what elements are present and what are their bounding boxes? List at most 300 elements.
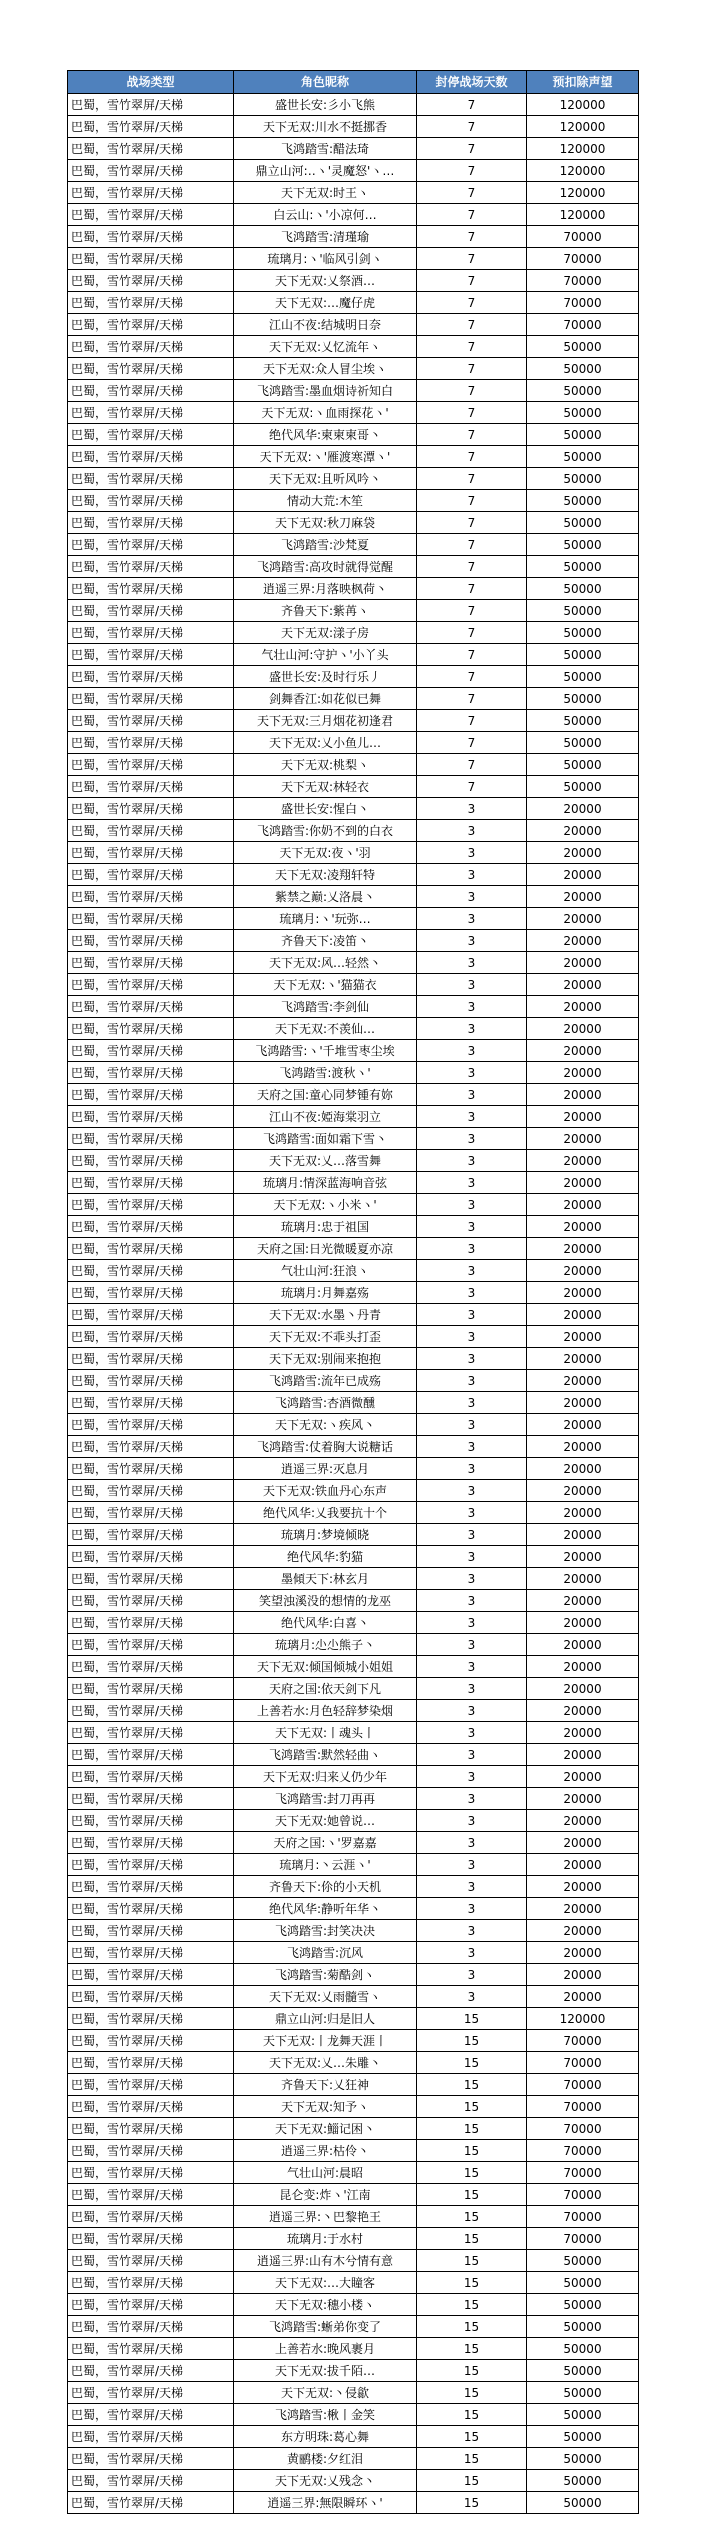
table-row [68, 1612, 639, 1634]
character-name-cell: 天下无双:秋刀麻袋 [234, 512, 417, 534]
reputation-cell: 20000 [527, 1700, 639, 1722]
ban-days-cell: 3 [417, 820, 527, 842]
reputation-cell: 50000 [527, 2404, 639, 2426]
battlefield-type-cell: 巴蜀，雪竹翠屏/天梯 [68, 1194, 234, 1216]
table-row [68, 1018, 639, 1040]
reputation-cell: 50000 [527, 2492, 639, 2514]
table-row [68, 116, 639, 138]
reputation-cell: 20000 [527, 1172, 639, 1194]
battlefield-type-cell: 巴蜀，雪竹翠屏/天梯 [68, 2074, 234, 2096]
table-row [68, 754, 639, 776]
character-name-cell: 逍遥三界:月落映枫荷丶 [234, 578, 417, 600]
battlefield-type-cell: 巴蜀，雪竹翠屏/天梯 [68, 2008, 234, 2030]
battlefield-type-cell: 巴蜀，雪竹翠屏/天梯 [68, 1788, 234, 1810]
reputation-cell: 20000 [527, 1678, 639, 1700]
ban-days-cell: 3 [417, 1392, 527, 1414]
ban-days-cell: 3 [417, 1964, 527, 1986]
character-name-cell: 琉璃月:ヽ'临风引剑ヽ [234, 248, 417, 270]
reputation-cell: 50000 [527, 468, 639, 490]
ban-days-cell: 7 [417, 688, 527, 710]
battlefield-type-cell: 巴蜀，雪竹翠屏/天梯 [68, 490, 234, 512]
ban-days-cell: 3 [417, 864, 527, 886]
reputation-cell: 20000 [527, 1216, 639, 1238]
reputation-cell: 70000 [527, 2118, 639, 2140]
reputation-cell: 20000 [527, 1634, 639, 1656]
battlefield-type-cell: 巴蜀，雪竹翠屏/天梯 [68, 1986, 234, 2008]
character-name-cell: 逍遥三界:灭息月 [234, 1458, 417, 1480]
table-row [68, 2184, 639, 2206]
table-row [68, 578, 639, 600]
battlefield-type-cell: 巴蜀，雪竹翠屏/天梯 [68, 1524, 234, 1546]
battlefield-type-cell: 巴蜀，雪竹翠屏/天梯 [68, 732, 234, 754]
battlefield-type-cell: 巴蜀，雪竹翠屏/天梯 [68, 622, 234, 644]
reputation-cell: 20000 [527, 1260, 639, 1282]
table-row [68, 1832, 639, 1854]
ban-days-cell: 7 [417, 358, 527, 380]
ban-days-cell: 3 [417, 930, 527, 952]
ban-days-cell: 15 [417, 2294, 527, 2316]
battlefield-type-cell: 巴蜀，雪竹翠屏/天梯 [68, 1458, 234, 1480]
ban-days-cell: 15 [417, 2492, 527, 2514]
battlefield-type-cell: 巴蜀，雪竹翠屏/天梯 [68, 1634, 234, 1656]
table-row [68, 930, 639, 952]
character-name-cell: 天下无双:穗小楼ヽ [234, 2294, 417, 2316]
character-name-cell: 昆仑变:炸ヽ'江南 [234, 2184, 417, 2206]
table-row [68, 1700, 639, 1722]
character-name-cell: 天下无双:乂残念丶 [234, 2470, 417, 2492]
character-name-cell: 天下无双:ヽ'雁渡寒潭ヽ' [234, 446, 417, 468]
battlefield-type-cell: 巴蜀，雪竹翠屏/天梯 [68, 2096, 234, 2118]
ban-days-cell: 7 [417, 380, 527, 402]
character-name-cell: 天下无双:凌翔轩特 [234, 864, 417, 886]
table-row [68, 886, 639, 908]
battlefield-type-cell: 巴蜀，雪竹翠屏/天梯 [68, 138, 234, 160]
character-name-cell: 天下无双:众人冒尘埃ヽ [234, 358, 417, 380]
battlefield-type-cell: 巴蜀，雪竹翠屏/天梯 [68, 94, 234, 116]
character-name-cell: 天下无双:倾国倾城小姐姐 [234, 1656, 417, 1678]
character-name-cell: 黄鹂楼:夕红泪 [234, 2448, 417, 2470]
table-row [68, 908, 639, 930]
table-row [68, 446, 639, 468]
table-row [68, 2426, 639, 2448]
reputation-cell: 20000 [527, 1304, 639, 1326]
character-name-cell: 天下无双:乂雨髓雪ヽ [234, 1986, 417, 2008]
reputation-cell: 20000 [527, 798, 639, 820]
reputation-cell: 70000 [527, 2096, 639, 2118]
character-name-cell: 白云山:ヽ'小凉何… [234, 204, 417, 226]
reputation-cell: 20000 [527, 1106, 639, 1128]
character-name-cell: 天下无双:水墨丶丹青 [234, 1304, 417, 1326]
battlefield-type-cell: 巴蜀，雪竹翠屏/天梯 [68, 2030, 234, 2052]
battlefield-type-cell: 巴蜀，雪竹翠屏/天梯 [68, 2184, 234, 2206]
ban-days-cell: 3 [417, 1568, 527, 1590]
ban-days-cell: 3 [417, 1106, 527, 1128]
character-name-cell: 飞鸿踏雪:仗着胸大说糖话 [234, 1436, 417, 1458]
reputation-cell: 50000 [527, 446, 639, 468]
ban-days-cell: 3 [417, 1810, 527, 1832]
ban-days-cell: 7 [417, 336, 527, 358]
table-row [68, 1590, 639, 1612]
reputation-cell: 20000 [527, 1722, 639, 1744]
battlefield-type-cell: 巴蜀，雪竹翠屏/天梯 [68, 292, 234, 314]
ban-days-cell: 3 [417, 1414, 527, 1436]
table-row [68, 1040, 639, 1062]
battlefield-type-cell: 巴蜀，雪竹翠屏/天梯 [68, 446, 234, 468]
character-name-cell: 天下无双:别闹来抱抱 [234, 1348, 417, 1370]
ban-days-cell: 15 [417, 2382, 527, 2404]
reputation-cell: 20000 [527, 820, 639, 842]
ban-days-cell: 3 [417, 886, 527, 908]
character-name-cell: 琉璃月:丶云涯ヽ' [234, 1854, 417, 1876]
reputation-cell: 70000 [527, 2206, 639, 2228]
battlefield-type-cell: 巴蜀，雪竹翠屏/天梯 [68, 1436, 234, 1458]
ban-days-cell: 3 [417, 1656, 527, 1678]
reputation-cell: 70000 [527, 2228, 639, 2250]
ban-days-cell: 15 [417, 2360, 527, 2382]
ban-days-cell: 7 [417, 754, 527, 776]
table-row [68, 2162, 639, 2184]
battlefield-type-cell: 巴蜀，雪竹翠屏/天梯 [68, 336, 234, 358]
table-row [68, 1348, 639, 1370]
table-row [68, 1106, 639, 1128]
reputation-cell: 120000 [527, 138, 639, 160]
ban-days-cell: 7 [417, 402, 527, 424]
table-row [68, 1304, 639, 1326]
battlefield-type-cell: 巴蜀，雪竹翠屏/天梯 [68, 2162, 234, 2184]
table-row [68, 1766, 639, 1788]
ban-days-cell: 15 [417, 2426, 527, 2448]
battlefield-type-cell: 巴蜀，雪竹翠屏/天梯 [68, 1502, 234, 1524]
character-name-cell: 紫禁之巅:乂洛晨丶 [234, 886, 417, 908]
table-row [68, 468, 639, 490]
battlefield-type-cell: 巴蜀，雪竹翠屏/天梯 [68, 2426, 234, 2448]
reputation-cell: 50000 [527, 622, 639, 644]
character-name-cell: 剑舞香江:如花似已舞 [234, 688, 417, 710]
character-name-cell: 盛世长安:及时行乐丿 [234, 666, 417, 688]
table-row [68, 1062, 639, 1084]
header-reputation-deduction: 预扣除声望 [527, 71, 639, 94]
reputation-cell: 20000 [527, 1018, 639, 1040]
character-name-cell: 逍遥三界:丶巴黎艳王 [234, 2206, 417, 2228]
character-name-cell: 天下无双:且听风吟丶 [234, 468, 417, 490]
reputation-cell: 20000 [527, 842, 639, 864]
reputation-cell: 50000 [527, 2360, 639, 2382]
reputation-cell: 20000 [527, 1986, 639, 2008]
ban-days-cell: 3 [417, 1832, 527, 1854]
table-row [68, 2206, 639, 2228]
ban-days-cell: 3 [417, 1194, 527, 1216]
table-row [68, 2250, 639, 2272]
character-name-cell: 琉璃月:忠于祖国 [234, 1216, 417, 1238]
reputation-cell: 50000 [527, 358, 639, 380]
character-name-cell: 气壮山河:守护ヽ'小丫头 [234, 644, 417, 666]
ban-days-cell: 7 [417, 490, 527, 512]
reputation-cell: 70000 [527, 248, 639, 270]
battlefield-type-cell: 巴蜀，雪竹翠屏/天梯 [68, 974, 234, 996]
character-name-cell: 天下无双:ヽ'猫猫衣 [234, 974, 417, 996]
reputation-cell: 20000 [527, 1480, 639, 1502]
character-name-cell: 天下无双:乂…朱雕丶 [234, 2052, 417, 2074]
ban-days-cell: 7 [417, 314, 527, 336]
ban-days-cell: 3 [417, 1018, 527, 1040]
battlefield-type-cell: 巴蜀，雪竹翠屏/天梯 [68, 1128, 234, 1150]
battlefield-type-cell: 巴蜀，雪竹翠屏/天梯 [68, 2118, 234, 2140]
ban-days-cell: 3 [417, 1502, 527, 1524]
battlefield-type-cell: 巴蜀，雪竹翠屏/天梯 [68, 1282, 234, 1304]
table-row [68, 996, 639, 1018]
reputation-cell: 50000 [527, 556, 639, 578]
reputation-cell: 20000 [527, 1238, 639, 1260]
battlefield-type-cell: 巴蜀，雪竹翠屏/天梯 [68, 1612, 234, 1634]
ban-days-cell: 7 [417, 732, 527, 754]
battlefield-type-cell: 巴蜀，雪竹翠屏/天梯 [68, 1590, 234, 1612]
character-name-cell: 天下无双:归来乂仍少年 [234, 1766, 417, 1788]
table-row [68, 688, 639, 710]
reputation-cell: 50000 [527, 2448, 639, 2470]
reputation-cell: 50000 [527, 710, 639, 732]
ban-days-cell: 15 [417, 2470, 527, 2492]
battlefield-type-cell: 巴蜀，雪竹翠屏/天梯 [68, 1150, 234, 1172]
battlefield-type-cell: 巴蜀，雪竹翠屏/天梯 [68, 864, 234, 886]
table-row [68, 1854, 639, 1876]
table-row [68, 512, 639, 534]
ban-days-cell: 3 [417, 1986, 527, 2008]
character-name-cell: 天下无双:乂祭酒… [234, 270, 417, 292]
table-row [68, 94, 639, 116]
reputation-cell: 70000 [527, 2030, 639, 2052]
battlefield-type-cell: 巴蜀，雪竹翠屏/天梯 [68, 996, 234, 1018]
battlefield-type-cell: 巴蜀，雪竹翠屏/天梯 [68, 468, 234, 490]
battlefield-type-cell: 巴蜀，雪竹翠屏/天梯 [68, 2272, 234, 2294]
table-row [68, 2382, 639, 2404]
reputation-cell: 20000 [527, 1590, 639, 1612]
reputation-cell: 20000 [527, 1062, 639, 1084]
battlefield-type-cell: 巴蜀，雪竹翠屏/天梯 [68, 424, 234, 446]
character-name-cell: 飞鸿踏雪:李剑仙 [234, 996, 417, 1018]
reputation-cell: 20000 [527, 1348, 639, 1370]
reputation-cell: 50000 [527, 732, 639, 754]
ban-days-cell: 15 [417, 2008, 527, 2030]
character-name-cell: 情动大荒:木笙 [234, 490, 417, 512]
ban-days-cell: 7 [417, 622, 527, 644]
battlefield-type-cell: 巴蜀，雪竹翠屏/天梯 [68, 1546, 234, 1568]
character-name-cell: 天下无双:她曾说… [234, 1810, 417, 1832]
battlefield-type-cell: 巴蜀，雪竹翠屏/天梯 [68, 1678, 234, 1700]
character-name-cell: 飞鸿踏雪:默然轻曲ヽ [234, 1744, 417, 1766]
reputation-cell: 20000 [527, 1832, 639, 1854]
battlefield-type-cell: 巴蜀，雪竹翠屏/天梯 [68, 2470, 234, 2492]
character-name-cell: 飞鸿踏雪:醋法琦 [234, 138, 417, 160]
ban-days-cell: 3 [417, 1040, 527, 1062]
table-row [68, 798, 639, 820]
table-row [68, 1414, 639, 1436]
battlefield-type-cell: 巴蜀，雪竹翠屏/天梯 [68, 226, 234, 248]
ban-days-cell: 3 [417, 1084, 527, 1106]
table-row [68, 1084, 639, 1106]
reputation-cell: 50000 [527, 2382, 639, 2404]
battlefield-type-cell: 巴蜀，雪竹翠屏/天梯 [68, 1392, 234, 1414]
table-row [68, 226, 639, 248]
battlefield-type-cell: 巴蜀，雪竹翠屏/天梯 [68, 1920, 234, 1942]
ban-days-cell: 3 [417, 1326, 527, 1348]
reputation-cell: 20000 [527, 1040, 639, 1062]
character-name-cell: 江山不夜:结城明日奈 [234, 314, 417, 336]
table-row [68, 2448, 639, 2470]
character-name-cell: 天下无双:ヽ小米ヽ' [234, 1194, 417, 1216]
ban-days-cell: 7 [417, 666, 527, 688]
reputation-cell: 120000 [527, 182, 639, 204]
ban-days-cell: 7 [417, 248, 527, 270]
battlefield-type-cell: 巴蜀，雪竹翠屏/天梯 [68, 2360, 234, 2382]
ban-days-cell: 7 [417, 270, 527, 292]
character-name-cell: 墨傾天下:林玄月 [234, 1568, 417, 1590]
ban-days-cell: 3 [417, 1436, 527, 1458]
character-name-cell: 琉璃月:尐尐熊子丶 [234, 1634, 417, 1656]
table-row [68, 820, 639, 842]
reputation-cell: 20000 [527, 1876, 639, 1898]
ban-days-cell: 7 [417, 226, 527, 248]
ban-days-cell: 7 [417, 776, 527, 798]
table-row [68, 1260, 639, 1282]
ban-days-cell: 3 [417, 1150, 527, 1172]
character-name-cell: 上善若水:晚风裹月 [234, 2338, 417, 2360]
ban-days-cell: 15 [417, 2448, 527, 2470]
ban-days-cell: 3 [417, 1942, 527, 1964]
table-row [68, 776, 639, 798]
reputation-cell: 70000 [527, 270, 639, 292]
battlefield-type-cell: 巴蜀，雪竹翠屏/天梯 [68, 1216, 234, 1238]
character-name-cell: 东方明珠:葛心舞 [234, 2426, 417, 2448]
ban-days-cell: 3 [417, 1216, 527, 1238]
battlefield-type-cell: 巴蜀，雪竹翠屏/天梯 [68, 1810, 234, 1832]
reputation-cell: 50000 [527, 2338, 639, 2360]
ban-days-cell: 3 [417, 1700, 527, 1722]
character-name-cell: 天下无双:知予ヽ [234, 2096, 417, 2118]
table-row [68, 1282, 639, 1304]
reputation-cell: 20000 [527, 1546, 639, 1568]
table-row [68, 556, 639, 578]
reputation-cell: 20000 [527, 1744, 639, 1766]
battlefield-type-cell: 巴蜀，雪竹翠屏/天梯 [68, 776, 234, 798]
character-name-cell: 天下无双:ヽ疾风丶 [234, 1414, 417, 1436]
reputation-cell: 20000 [527, 1458, 639, 1480]
character-name-cell: 飞鸿踏雪:高攻时就得觉醒 [234, 556, 417, 578]
character-name-cell: 齐鲁天下:凌笛丶 [234, 930, 417, 952]
character-name-cell: 飞鸿踏雪:渡秋ヽ' [234, 1062, 417, 1084]
reputation-cell: 70000 [527, 2184, 639, 2206]
character-name-cell: 天下无双:漾子房 [234, 622, 417, 644]
battlefield-type-cell: 巴蜀，雪竹翠屏/天梯 [68, 1040, 234, 1062]
battlefield-type-cell: 巴蜀，雪竹翠屏/天梯 [68, 666, 234, 688]
ban-days-cell: 3 [417, 1612, 527, 1634]
battlefield-type-cell: 巴蜀，雪竹翠屏/天梯 [68, 578, 234, 600]
battlefield-type-cell: 巴蜀，雪竹翠屏/天梯 [68, 1414, 234, 1436]
table-row [68, 1920, 639, 1942]
ban-days-cell: 7 [417, 644, 527, 666]
battlefield-type-cell: 巴蜀，雪竹翠屏/天梯 [68, 644, 234, 666]
table-row [68, 1546, 639, 1568]
ban-days-cell: 3 [417, 1876, 527, 1898]
table-row [68, 1942, 639, 1964]
ban-days-cell: 3 [417, 1920, 527, 1942]
ban-days-cell: 7 [417, 292, 527, 314]
battlefield-type-cell: 巴蜀，雪竹翠屏/天梯 [68, 1018, 234, 1040]
table-row [68, 1216, 639, 1238]
reputation-cell: 50000 [527, 2426, 639, 2448]
table-row [68, 1722, 639, 1744]
battlefield-type-cell: 巴蜀，雪竹翠屏/天梯 [68, 886, 234, 908]
reputation-cell: 20000 [527, 1964, 639, 1986]
battlefield-type-cell: 巴蜀，雪竹翠屏/天梯 [68, 1304, 234, 1326]
table-row [68, 2118, 639, 2140]
table-row [68, 1172, 639, 1194]
ban-days-cell: 3 [417, 1546, 527, 1568]
ban-days-cell: 3 [417, 798, 527, 820]
ban-days-cell: 3 [417, 1238, 527, 1260]
reputation-cell: 20000 [527, 1854, 639, 1876]
character-name-cell: 天下无双:铁血丹心东声 [234, 1480, 417, 1502]
character-name-cell: 天下无双:丨龙舞天涯丨 [234, 2030, 417, 2052]
table-row [68, 1238, 639, 1260]
table-row [68, 336, 639, 358]
ban-days-cell: 3 [417, 842, 527, 864]
ban-days-cell: 3 [417, 974, 527, 996]
battlefield-type-cell: 巴蜀，雪竹翠屏/天梯 [68, 2228, 234, 2250]
battlefield-type-cell: 巴蜀，雪竹翠屏/天梯 [68, 754, 234, 776]
battlefield-type-cell: 巴蜀，雪竹翠屏/天梯 [68, 1480, 234, 1502]
character-name-cell: 天下无双:乂忆流年ヽ [234, 336, 417, 358]
reputation-cell: 20000 [527, 1612, 639, 1634]
battlefield-type-cell: 巴蜀，雪竹翠屏/天梯 [68, 512, 234, 534]
character-name-cell: 绝代风华:柬柬柬哥丶 [234, 424, 417, 446]
ban-days-cell: 3 [417, 908, 527, 930]
ban-days-cell: 3 [417, 1898, 527, 1920]
battlefield-type-cell: 巴蜀，雪竹翠屏/天梯 [68, 1370, 234, 1392]
battlefield-type-cell: 巴蜀，雪竹翠屏/天梯 [68, 380, 234, 402]
battlefield-type-cell: 巴蜀，雪竹翠屏/天梯 [68, 534, 234, 556]
character-name-cell: 逍遥三界:山有木兮情有意 [234, 2250, 417, 2272]
ban-days-cell: 7 [417, 556, 527, 578]
character-name-cell: 飞鸿踏雪:沙梵夏 [234, 534, 417, 556]
table-row [68, 1788, 639, 1810]
table-row [68, 358, 639, 380]
reputation-cell: 50000 [527, 600, 639, 622]
reputation-cell: 20000 [527, 1810, 639, 1832]
table-row [68, 2492, 639, 2514]
battlefield-type-cell: 巴蜀，雪竹翠屏/天梯 [68, 1876, 234, 1898]
battlefield-type-cell: 巴蜀，雪竹翠屏/天梯 [68, 798, 234, 820]
battlefield-type-cell: 巴蜀，雪竹翠屏/天梯 [68, 2492, 234, 2514]
ban-days-cell: 7 [417, 534, 527, 556]
ban-days-cell: 3 [417, 1128, 527, 1150]
reputation-cell: 20000 [527, 1194, 639, 1216]
reputation-cell: 50000 [527, 2294, 639, 2316]
table-row [68, 160, 639, 182]
character-name-cell: 绝代风华:静听年华丶 [234, 1898, 417, 1920]
reputation-cell: 50000 [527, 336, 639, 358]
character-name-cell: 飞鸿踏雪:蜥弟你变了 [234, 2316, 417, 2338]
character-name-cell: 天下无双:川水不挺挪香 [234, 116, 417, 138]
character-name-cell: 绝代风华:白喜丶 [234, 1612, 417, 1634]
reputation-cell: 20000 [527, 1370, 639, 1392]
table-row [68, 1502, 639, 1524]
table-row [68, 644, 639, 666]
character-name-cell: 天下无双:不乖头打歪 [234, 1326, 417, 1348]
character-name-cell: 逍遥三界:枯伶丶 [234, 2140, 417, 2162]
battlefield-type-cell: 巴蜀，雪竹翠屏/天梯 [68, 1722, 234, 1744]
ban-days-cell: 15 [417, 2162, 527, 2184]
table-row [68, 2272, 639, 2294]
